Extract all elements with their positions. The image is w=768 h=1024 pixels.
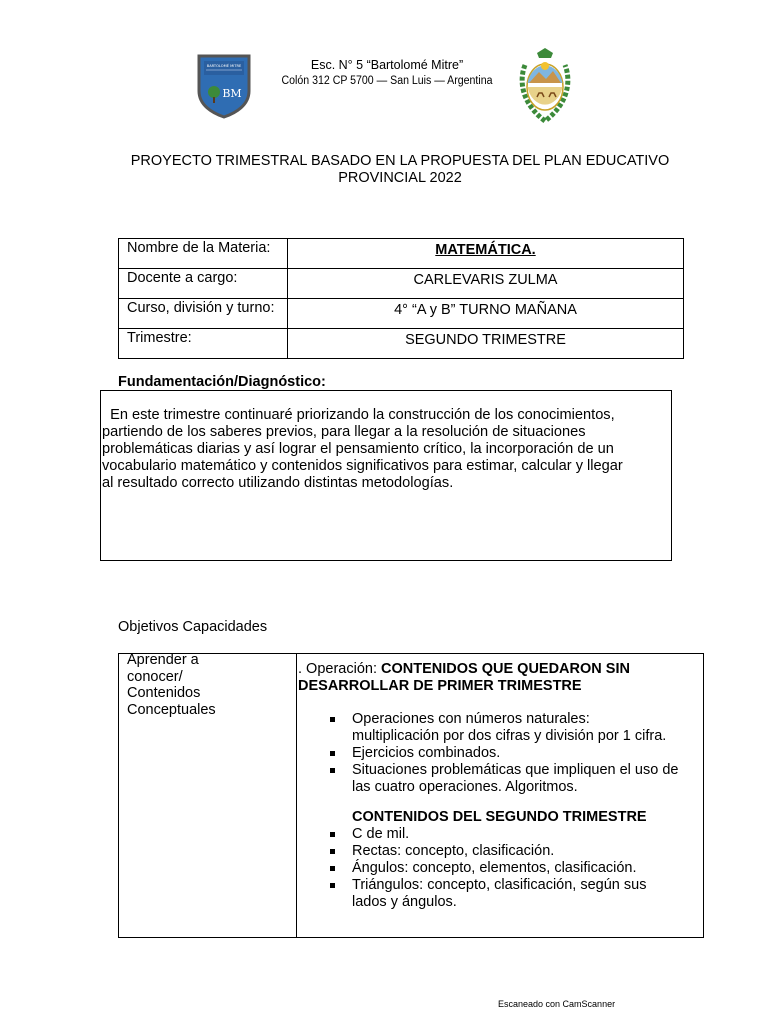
list-item bbox=[298, 877, 704, 911]
left-line: Conceptuales bbox=[127, 701, 216, 718]
objetivos-heading: Objetivos Capacidades bbox=[118, 619, 268, 635]
heading-second-term: CONTENIDOS DEL SEGUNDO TRIMESTRE bbox=[352, 809, 647, 825]
item-line: Ángulos: concepto, elementos, clasificación. bbox=[352, 860, 637, 876]
teacher-value: CARLEVARIS ZULMA bbox=[288, 269, 684, 299]
school-address: Colón 312 CP 5700 — San Luis — Argentina bbox=[281, 75, 493, 87]
fund-line: vocabulario matemático y contenidos significativos para estimar, calcular y llegar bbox=[102, 458, 623, 474]
school-name: Esc. N° 5 “Bartolomé Mitre” bbox=[310, 58, 464, 72]
subject-label: Nombre de la Materia: bbox=[119, 239, 288, 269]
item-line: multiplicación por dos cifras y división por 1 cifra. bbox=[352, 728, 667, 744]
list-item bbox=[298, 843, 704, 860]
project-title bbox=[100, 153, 700, 187]
item-line: Triángulos: concepto, clasificación, según sus bbox=[352, 877, 647, 893]
fundamentacion-heading: Fundamentación/Diagnóstico: bbox=[118, 374, 326, 390]
province-emblem-logo bbox=[515, 45, 575, 125]
second-term-contents-list bbox=[298, 826, 704, 911]
list-item bbox=[298, 762, 704, 796]
table-divider bbox=[296, 653, 297, 938]
item-line: Ejercicios combinados. bbox=[352, 745, 501, 761]
term-label: Trimestre: bbox=[119, 329, 288, 359]
term-value: SEGUNDO TRIMESTRE bbox=[288, 329, 684, 359]
table-row bbox=[119, 269, 684, 299]
subject-info-table bbox=[118, 238, 684, 359]
item-line: Situaciones problemáticas que impliquen el uso de bbox=[352, 762, 679, 778]
logo-left-text: BARTOLOMÉ MITRE bbox=[206, 64, 242, 68]
subject-value: MATEMÁTICA. bbox=[288, 239, 684, 269]
fundamentacion-text bbox=[102, 407, 662, 492]
item-line: las cuatro operaciones. Algoritmos. bbox=[352, 779, 578, 795]
item-line: Rectas: concepto, clasificación. bbox=[352, 843, 555, 859]
table-row bbox=[119, 239, 684, 269]
logo-left-initials: BM bbox=[222, 87, 242, 100]
school-shield-logo bbox=[196, 53, 252, 119]
school-header bbox=[262, 57, 512, 89]
left-line: conocer/ bbox=[127, 668, 183, 685]
capacidades-right-cell bbox=[298, 661, 704, 911]
table-row bbox=[119, 299, 684, 329]
left-line: Aprender a bbox=[127, 652, 199, 668]
item-line: lados y ángulos. bbox=[352, 894, 457, 910]
teacher-label: Docente a cargo: bbox=[119, 269, 288, 299]
capacidades-left-cell bbox=[127, 652, 287, 718]
list-item bbox=[298, 711, 704, 745]
fund-line: En este trimestre continuaré priorizando la construcción de los conocimientos, bbox=[102, 407, 615, 423]
scanner-watermark: Escaneado con CamScanner bbox=[498, 999, 616, 1009]
item-line: Operaciones con números naturales: bbox=[352, 711, 590, 727]
fund-line: partiendo de los saberes previos, para llegar a la resolución de situaciones bbox=[102, 424, 586, 440]
list-item bbox=[298, 860, 704, 877]
list-item bbox=[298, 745, 704, 762]
left-line: Contenidos bbox=[127, 685, 201, 701]
item-line: C de mil. bbox=[352, 826, 410, 842]
heading-pending-line-2: DESARROLLAR DE PRIMER TRIMESTRE bbox=[298, 678, 582, 694]
title-line-1: PROYECTO TRIMESTRAL BASADO EN LA PROPUESTA DEL PLAN EDUCATIVO bbox=[130, 153, 670, 169]
course-value: 4° “A y B” TURNO MAÑANA bbox=[288, 299, 684, 329]
title-line-2: PROVINCIAL 2022 bbox=[338, 170, 462, 186]
fund-line: al resultado correcto utilizando distintas metodologías. bbox=[102, 475, 454, 491]
fund-line: problemáticas diarias y así lograr el pensamiento crítico, la incorporación de un bbox=[102, 441, 614, 457]
pending-contents-list bbox=[298, 711, 704, 796]
table-row bbox=[119, 329, 684, 359]
operation-prefix: . Operación: bbox=[298, 661, 382, 677]
course-label: Curso, división y turno: bbox=[119, 299, 288, 329]
list-item bbox=[298, 826, 704, 843]
heading-pending-line-1: CONTENIDOS QUE QUEDARON SIN bbox=[381, 661, 630, 677]
